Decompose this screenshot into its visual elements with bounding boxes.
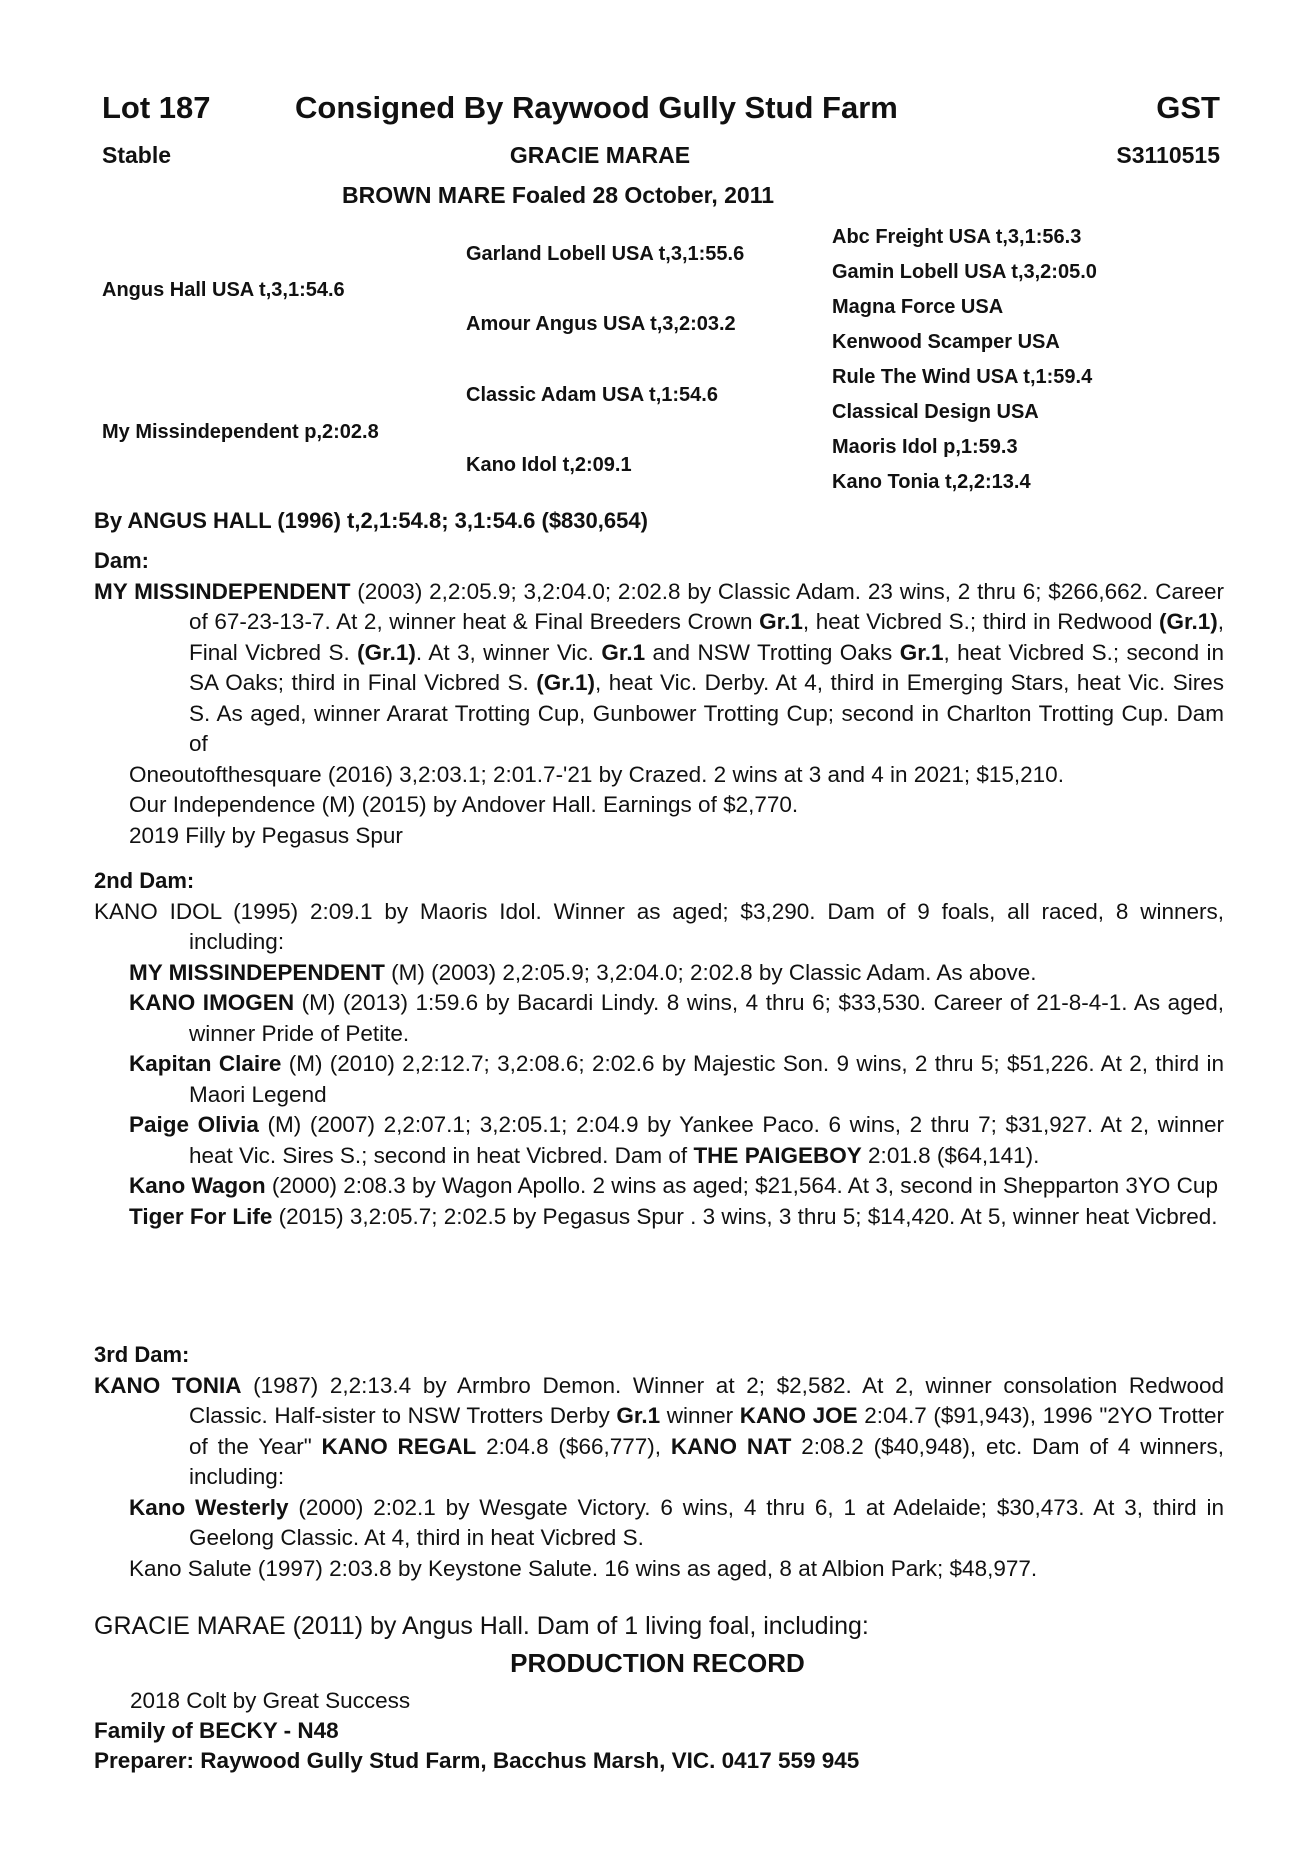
dam-foal-1: Oneoutofthesquare (2016) 3,2:03.1; 2:01.7-'21 by Crazed. 2 wins at 3 and 4 in 2021; $15,210. (129, 761, 1064, 787)
pedigree-g3: Magna Force USA (832, 296, 1004, 318)
pedigree-g8: Kano Tonia t,2,2:13.4 (832, 471, 1031, 493)
second-dam-entry: Kapitan Claire (M) (2010) 2,2:12.7; 3,2:08.6; 2:02.6 by Majestic Son. 9 wins, 2 thru 5; $51,226. At 2, third in Maori Legend (129, 1051, 1225, 1107)
second-dam-entry: Tiger For Life (2015) 3,2:05.7; 2:02.5 by Pegasus Spur . 3 wins, 3 thru 5; $14,420. At 5, winner heat Vicbred. (129, 1203, 1218, 1229)
pedigree-sire-sire: Garland Lobell USA t,3,1:55.6 (466, 243, 745, 265)
pedigree-g5: Rule The Wind USA t,1:59.4 (832, 366, 1093, 388)
family-line: Family of BECKY - N48 (94, 1718, 339, 1743)
second-dam-entry: Paige Olivia (M) (2007) 2,2:07.1; 3,2:05.1; 2:04.9 by Yankee Paco. 6 wins, 2 thru 7; $31,927. At 2, winner heat Vic. Sires S.; second in heat Vicbred. Dam of THE PAIGEBOY 2:01.8 ($64,141). (129, 1112, 1224, 1168)
pedigree-g6: Classical Design USA (832, 401, 1039, 423)
stable-label: Stable (102, 142, 172, 168)
pedigree-dam-dam: Kano Idol t,2:09.1 (466, 454, 632, 476)
consignor-code: GST (1156, 90, 1220, 125)
pedigree-sire: Angus Hall USA t,3,1:54.6 (102, 279, 345, 301)
dam-foal-3: 2019 Filly by Pegasus Spur (129, 822, 403, 848)
dam-description: MY MISSINDEPENDENT (2003) 2,2:05.9; 3,2:04.0; 2:02.8 by Classic Adam. 23 wins, 2 thru 6; $266,662. Career of 67-23-13-7. At 2, winner heat & Final Breeders Crown Gr.1, heat Vicbred S.; third in Redwood (Gr.1), Final Vicbred S. (Gr.1). At 3, winner Vic. Gr.1 and NSW Trotting Oaks Gr.1, heat Vicbred S.; second in SA Oaks; third in Final Vicbred S. (Gr.1), heat Vic. Derby. At 4, third in Emerging Stars, heat Vic. Sires S. As aged, winner Ararat Trotting Cup, Gunbower Trotting Cup; second in Charlton Trotting Cup. Dam of (94, 578, 1224, 756)
preparer-line: Preparer: Raywood Gully Stud Farm, Bacchus Marsh, VIC. 0417 559 945 (94, 1748, 860, 1773)
pedigree-g4: Kenwood Scamper USA (832, 331, 1060, 353)
lot-number: Lot 187 (102, 90, 211, 125)
consignor: Consigned By Raywood Gully Stud Farm (295, 90, 898, 125)
horse-id: S3110515 (1116, 142, 1220, 168)
sire-summary: By ANGUS HALL (1996) t,2,1:54.8; 3,1:54.6 ($830,654) (94, 508, 648, 533)
second-dam-entry: MY MISSINDEPENDENT (M) (2003) 2,2:05.9; 3,2:04.0; 2:02.8 by Classic Adam. As above. (129, 959, 1037, 985)
second-dam-section (94, 866, 1224, 1232)
production-foal: 2018 Colt by Great Success (130, 1688, 411, 1713)
foaled-line: BROWN MARE Foaled 28 October, 2011 (342, 182, 775, 208)
dam-section (94, 546, 1224, 851)
pedigree-dam-sire: Classic Adam USA t,1:54.6 (466, 384, 718, 406)
production-record-title: PRODUCTION RECORD (510, 1648, 805, 1678)
second-dam-title: 2nd Dam: (94, 868, 195, 893)
pedigree-g7: Maoris Idol p,1:59.3 (832, 436, 1018, 458)
third-dam-description: KANO TONIA (1987) 2,2:13.4 by Armbro Demon. Winner at 2; $2,582. At 2, winner consolation Redwood Classic. Half-sister to NSW Trotters Derby Gr.1 winner KANO JOE 2:04.7 ($91,943), 1996 "2YO Trotter of the Year" KANO REGAL 2:04.8 ($66,777), KANO NAT 2:08.2 ($40,948), etc. Dam of 4 winners, including: (94, 1372, 1224, 1489)
second-dam-entry: Kano Wagon (2000) 2:08.3 by Wagon Apollo. 2 wins as aged; $21,564. At 3, second in Shepparton 3YO Cup (129, 1173, 1218, 1198)
third-dam-section (94, 1340, 1224, 1584)
third-dam-title: 3rd Dam: (94, 1342, 190, 1367)
pedigree-dam: My Missindependent p,2:02.8 (102, 421, 379, 443)
pedigree-g1: Abc Freight USA t,3,1:56.3 (832, 226, 1082, 248)
pedigree-g2: Gamin Lobell USA t,3,2:05.0 (832, 261, 1097, 283)
dam-title: Dam: (94, 548, 150, 573)
pedigree-sire-dam: Amour Angus USA t,3,2:03.2 (466, 313, 736, 335)
production-summary: GRACIE MARAE (2011) by Angus Hall. Dam of 1 living foal, including: (94, 1612, 869, 1640)
second-dam-entry: KANO IMOGEN (M) (2013) 1:59.6 by Bacardi Lindy. 8 wins, 4 thru 6; $33,530. Career of 21-8-4-1. As aged, winner Pride of Petite. (129, 990, 1224, 1046)
horse-name: GRACIE MARAE (509, 142, 691, 168)
second-dam-intro: KANO IDOL (1995) 2:09.1 by Maoris Idol. Winner as aged; $3,290. Dam of 9 foals, all raced, 8 winners, including: (94, 898, 1224, 954)
dam-foal-2: Our Independence (M) (2015) by Andover Hall. Earnings of $2,770. (129, 792, 799, 817)
third-dam-entry: Kano Salute (1997) 2:03.8 by Keystone Salute. 16 wins as aged, 8 at Albion Park; $48,977. (129, 1555, 1038, 1581)
third-dam-entry: Kano Westerly (2000) 2:02.1 by Wesgate Victory. 6 wins, 4 thru 6, 1 at Adelaide; $30,473. At 3, third in Geelong Classic. At 4, third in heat Vicbred S. (129, 1494, 1224, 1550)
